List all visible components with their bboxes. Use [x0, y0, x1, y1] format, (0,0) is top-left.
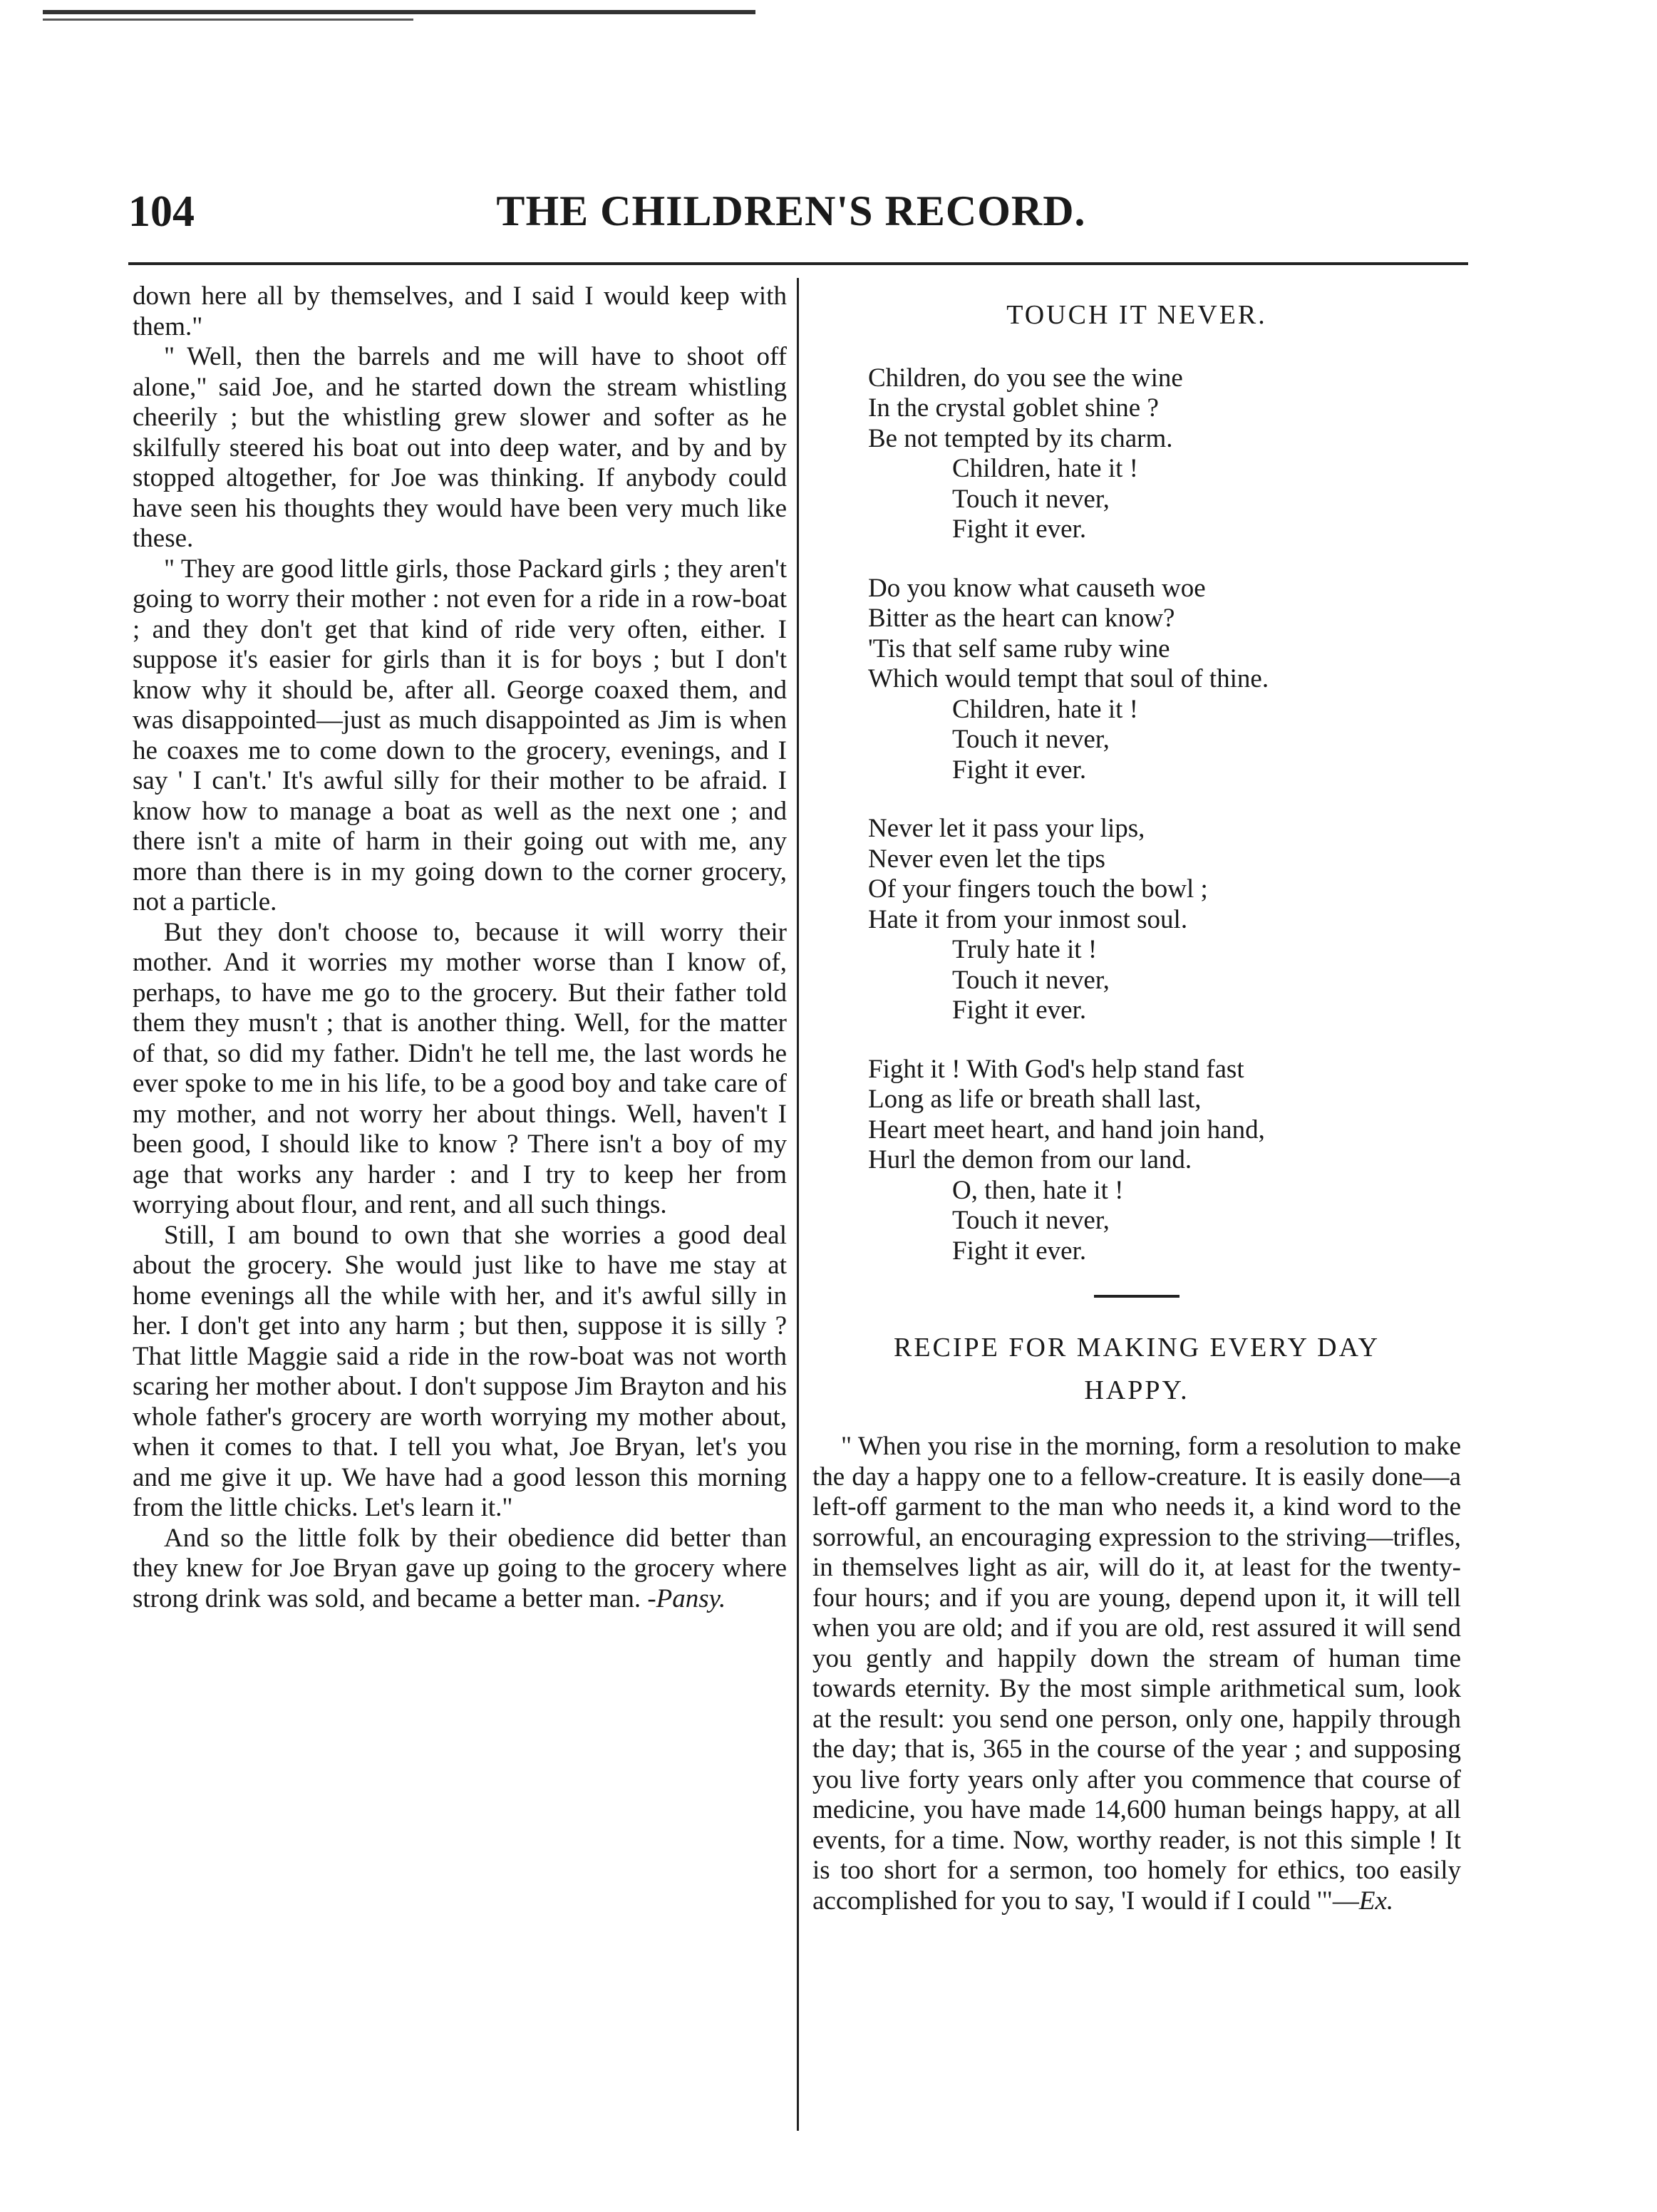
right-column	[812, 281, 1461, 1916]
poem-line: Of your fingers touch the bowl ;	[868, 874, 1208, 904]
poem-line: 'Tis that self same ruby wine	[868, 634, 1170, 663]
poem-refrain-line: Touch it never,	[952, 484, 1110, 514]
poem-refrain-line: Touch it never,	[952, 725, 1110, 754]
story-paragraph: down here all by themselves, and I said I would keep with them."	[133, 281, 787, 341]
closing-text: And so the little folk by their obedience did better than they knew for Joe Bryan gave up going to the grocery where strong drink was sold, and became a better man.	[133, 1523, 787, 1613]
poem-line: Be not tempted by its charm.	[868, 423, 1173, 453]
poem-line: Hurl the demon from our land.	[868, 1145, 1192, 1174]
poem-refrain-line: O, then, hate it !	[952, 1175, 1124, 1205]
recipe-text: " When you rise in the morning, form a resolution to make the day a happy one to a fellow-creature. It is easily done—a left-off garment to the man who needs it, a kind word to the sorrowful, an encouraging expression to the striving—trifles, in themselves light as air, will do it, at least for the twenty-four hours; and if you are young, depend upon it, it will tell when you are old; and if you are old, rest assured it will send you gently and happily down the stream of human time towards eternity. By the most simple arithmetical sum, look at the result: you send one person, only one, happily through the day; that is, 365 in the course of the year ; and supposing you live forty years only after you commence that course of medicine, you have made 14,600 human beings happy, at all events, for a time. Now, worthy reader, is not this simple ! It is too short for a sermon, too homely for ethics, too easily accomplished for you to say, 'I would if I could '"—	[812, 1432, 1461, 1916]
poem-line: Hate it from your inmost soul.	[868, 904, 1188, 934]
recipe-paragraph	[812, 1432, 1461, 1916]
page-header	[128, 187, 1468, 251]
story-paragraph: But they don't choose to, because it will worry their mother. And it worries my mother worse than I know of, perhaps, to have me go to the grocery. But their father told them they musn't ; that is another thing. Well, for the matter of that, so did my father. Didn't he tell me, the last words he ever spoke to me in his life, to be a good boy and take care of my mother, and not worry her about things. Well, haven't I been good, I should like to know ? There isn't a boy of my age that works any harder : and I try to keep her from worrying about flour, and rent, and all such things.	[133, 917, 787, 1219]
story-closing-paragraph	[133, 1524, 787, 1615]
story-paragraph: " Well, then the barrels and me will have to shoot off alone," said Joe, and he started down the stream whistling cheerily ; but the whistling grew slower and softer as he skilfully steered his boat out into deep water, and by and by stopped altogether, for Joe was thinking. If anybody could have seen his thoughts they would have been very much like these.	[133, 342, 787, 553]
poem-refrain-line: Fight it ever.	[952, 1236, 1087, 1266]
poem-refrain-line: Touch it never,	[952, 1206, 1110, 1235]
poem-refrain-line: Children, hate it !	[952, 454, 1138, 483]
header-rule	[128, 262, 1468, 265]
recipe-title	[812, 1326, 1461, 1412]
recipe-title-line: RECIPE FOR MAKING EVERY DAY	[893, 1333, 1380, 1363]
page-number: 104	[128, 187, 195, 236]
poem-line: Do you know what causeth woe	[868, 573, 1206, 603]
recipe-body	[812, 1432, 1461, 1916]
poem-body	[812, 363, 1461, 1267]
column-divider	[797, 278, 799, 2131]
poem-line: Which would tempt that soul of thine.	[868, 664, 1269, 693]
left-column	[133, 281, 787, 1614]
poem-refrain-line: Fight it ever.	[952, 996, 1087, 1025]
poem-line: Heart meet heart, and hand join hand,	[868, 1115, 1265, 1144]
poem-stanza	[868, 574, 1461, 786]
poem-refrain-line: Touch it never,	[952, 965, 1110, 995]
poem-refrain-line: Fight it ever.	[952, 515, 1087, 544]
author-signature: -Pansy.	[647, 1583, 726, 1613]
poem-stanza	[868, 363, 1461, 545]
poem-stanza	[868, 814, 1461, 1026]
poem-line: Bitter as the heart can know?	[868, 604, 1175, 633]
poem-line: Long as life or breath shall last,	[868, 1085, 1202, 1114]
recipe-source: Ex.	[1358, 1886, 1394, 1916]
poem-refrain-line: Truly hate it !	[952, 935, 1098, 964]
poem-line: Never even let the tips	[868, 844, 1105, 874]
poem-line: In the crystal goblet shine ?	[868, 393, 1159, 423]
story-paragraph: " They are good little girls, those Packard girls ; they aren't going to worry their mother : not even for a ride in a row-boat ; and they don't get that kind of ride very often, either. I suppose it's easier for girls than it is for boys ; but I don't know why it should be, after all. George coaxed them, and was disappointed—just as much disappointed as Jim is when he coaxes me to come down to the grocery, evenings, and I say ' I can't.' It's awful silly for their mother to be afraid. I know how to manage a boat as well as the next one ; and there isn't a mite of harm in their going out with me, any more than there is in my going down to the corner grocery, not a particle.	[133, 554, 787, 916]
poem-refrain-line: Fight it ever.	[952, 755, 1087, 785]
journal-title: THE CHILDREN'S RECORD.	[496, 187, 1086, 234]
section-separator	[1094, 1295, 1179, 1298]
poem-line: Children, do you see the wine	[868, 363, 1183, 393]
poem-refrain-line: Children, hate it !	[952, 694, 1138, 724]
top-edge-rule	[43, 10, 755, 14]
poem-line: Never let it pass your lips,	[868, 814, 1145, 843]
poem-stanza	[868, 1055, 1461, 1267]
poem-title: TOUCH IT NEVER.	[1006, 300, 1267, 330]
poem-line: Fight it ! With God's help stand fast	[868, 1054, 1244, 1084]
story-paragraph: Still, I am bound to own that she worries a good deal about the grocery. She would just like to have me stay at home evenings all the while with her, and it's awful silly in her. I don't get into any harm ; but then, suppose it is silly ? That little Maggie said a ride in the row-boat was not worth scaring her mother about. I don't suppose Jim Brayton and his whole father's grocery are worth worrying my mother about, when it comes to that. I tell you what, Joe Bryan, let's you and me give it up. We have had a good lesson this morning from the little chicks. Let's learn it."	[133, 1220, 787, 1522]
recipe-title-line: HAPPY.	[1084, 1375, 1189, 1405]
top-edge-rule-secondary	[43, 19, 413, 21]
